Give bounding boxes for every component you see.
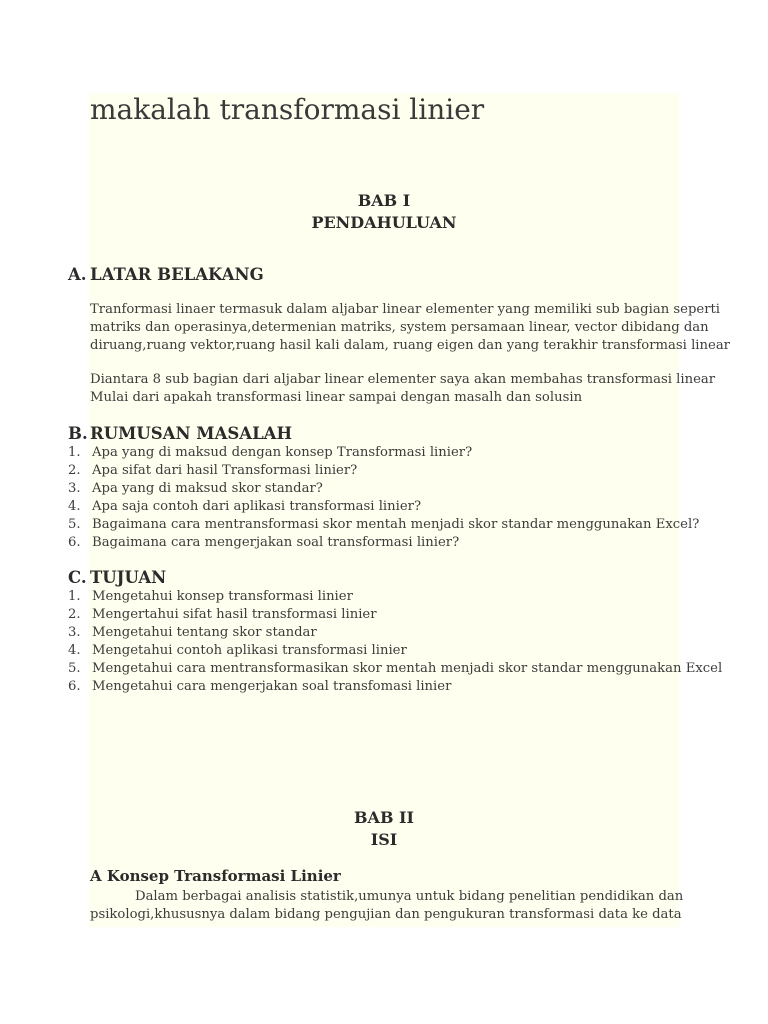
list-text: Mengetahui cara mentransformasikan skor mentah menjadi skor standar menggunakan Excel <box>92 661 723 676</box>
chapter-1-label: BAB I <box>357 191 411 210</box>
section-a-heading <box>68 264 264 286</box>
list-item <box>68 660 722 678</box>
tujuan-list <box>68 588 722 696</box>
paragraph-1-line-1: Tranformasi linaer termasuk dalam aljabar linear elementer yang memiliki sub bagian seperti <box>90 302 721 317</box>
list-number: 5. <box>68 517 81 532</box>
list-item <box>68 624 722 642</box>
list-text: Bagaimana cara mentransformasi skor mentah menjadi skor standar menggunakan Excel? <box>92 517 700 532</box>
list-item <box>68 516 699 534</box>
list-item <box>68 678 722 696</box>
list-text: Mengetahui tentang skor standar <box>92 625 317 640</box>
list-text: Mengetahui contoh aplikasi transformasi linier <box>92 643 407 658</box>
paragraph-2-line-1: Diantara 8 sub bagian dari aljabar linear elementer saya akan membahas transformasi linear <box>90 372 716 387</box>
list-number: 3. <box>68 481 81 496</box>
section-b-heading <box>68 423 292 445</box>
paragraph-1-line-2: matriks dan operasinya,determenian matriks, system persamaan linear, vector dibidang dan <box>90 320 709 335</box>
list-number: 1. <box>68 445 81 460</box>
list-item <box>68 498 699 516</box>
list-number: 3. <box>68 625 81 640</box>
list-text: Mengetahui cara mengerjakan soal transfomasi linier <box>92 679 452 694</box>
paragraph-1-line-3: diruang,ruang vektor,ruang hasil kali dalam, ruang eigen dan yang terakhir transformasi linear <box>90 338 730 353</box>
list-text: Mengertahui sifat hasil transformasi linier <box>92 607 377 622</box>
list-number: 1. <box>68 589 81 604</box>
list-number: 2. <box>68 607 81 622</box>
section-b-title: RUMUSAN MASALAH <box>90 424 293 443</box>
list-text: Apa yang di maksud skor standar? <box>92 481 323 496</box>
list-number: 2. <box>68 463 81 478</box>
section-a-title: LATAR BELAKANG <box>90 265 264 284</box>
list-number: 5. <box>68 661 81 676</box>
list-item <box>68 444 699 462</box>
subsection-heading: A Konsep Transformasi Linier <box>90 867 341 885</box>
chapter-2-label: BAB II <box>354 808 414 827</box>
list-number: 4. <box>68 643 81 658</box>
section-a-letter: A. <box>68 265 87 284</box>
list-item <box>68 642 722 660</box>
list-number: 6. <box>68 535 81 550</box>
list-text: Bagaimana cara mengerjakan soal transformasi linier? <box>92 535 460 550</box>
list-item <box>68 480 699 498</box>
list-text: Apa sifat dari hasil Transformasi linier? <box>92 463 358 478</box>
section-c-letter: C. <box>68 568 87 587</box>
subsection-line-2: psikologi,khususnya dalam bidang pengujian dan pengukuran transformasi data ke data <box>90 907 682 922</box>
subsection-line-1: Dalam berbagai analisis statistik,umunya untuk bidang penelitian pendidikan dan <box>135 889 684 904</box>
list-item <box>68 462 699 480</box>
rumusan-masalah-list <box>68 444 699 552</box>
paragraph-2-line-2: Mulai dari apakah transformasi linear sampai dengan masalh dan solusin <box>90 390 583 405</box>
section-b-letter: B. <box>68 424 88 443</box>
chapter-2-name: ISI <box>370 830 398 849</box>
list-number: 4. <box>68 499 81 514</box>
list-text: Apa saja contoh dari aplikasi transformasi linier? <box>92 499 422 514</box>
list-item <box>68 534 699 552</box>
document-title: makalah transformasi linier <box>90 93 485 126</box>
list-item <box>68 588 722 606</box>
section-c-title: TUJUAN <box>90 568 167 587</box>
list-text: Mengetahui konsep transformasi linier <box>92 589 353 604</box>
list-number: 6. <box>68 679 81 694</box>
section-c-heading <box>68 567 166 589</box>
list-item <box>68 606 722 624</box>
list-text: Apa yang di maksud dengan konsep Transformasi linier? <box>92 445 473 460</box>
chapter-1-name: PENDAHULUAN <box>311 213 457 232</box>
